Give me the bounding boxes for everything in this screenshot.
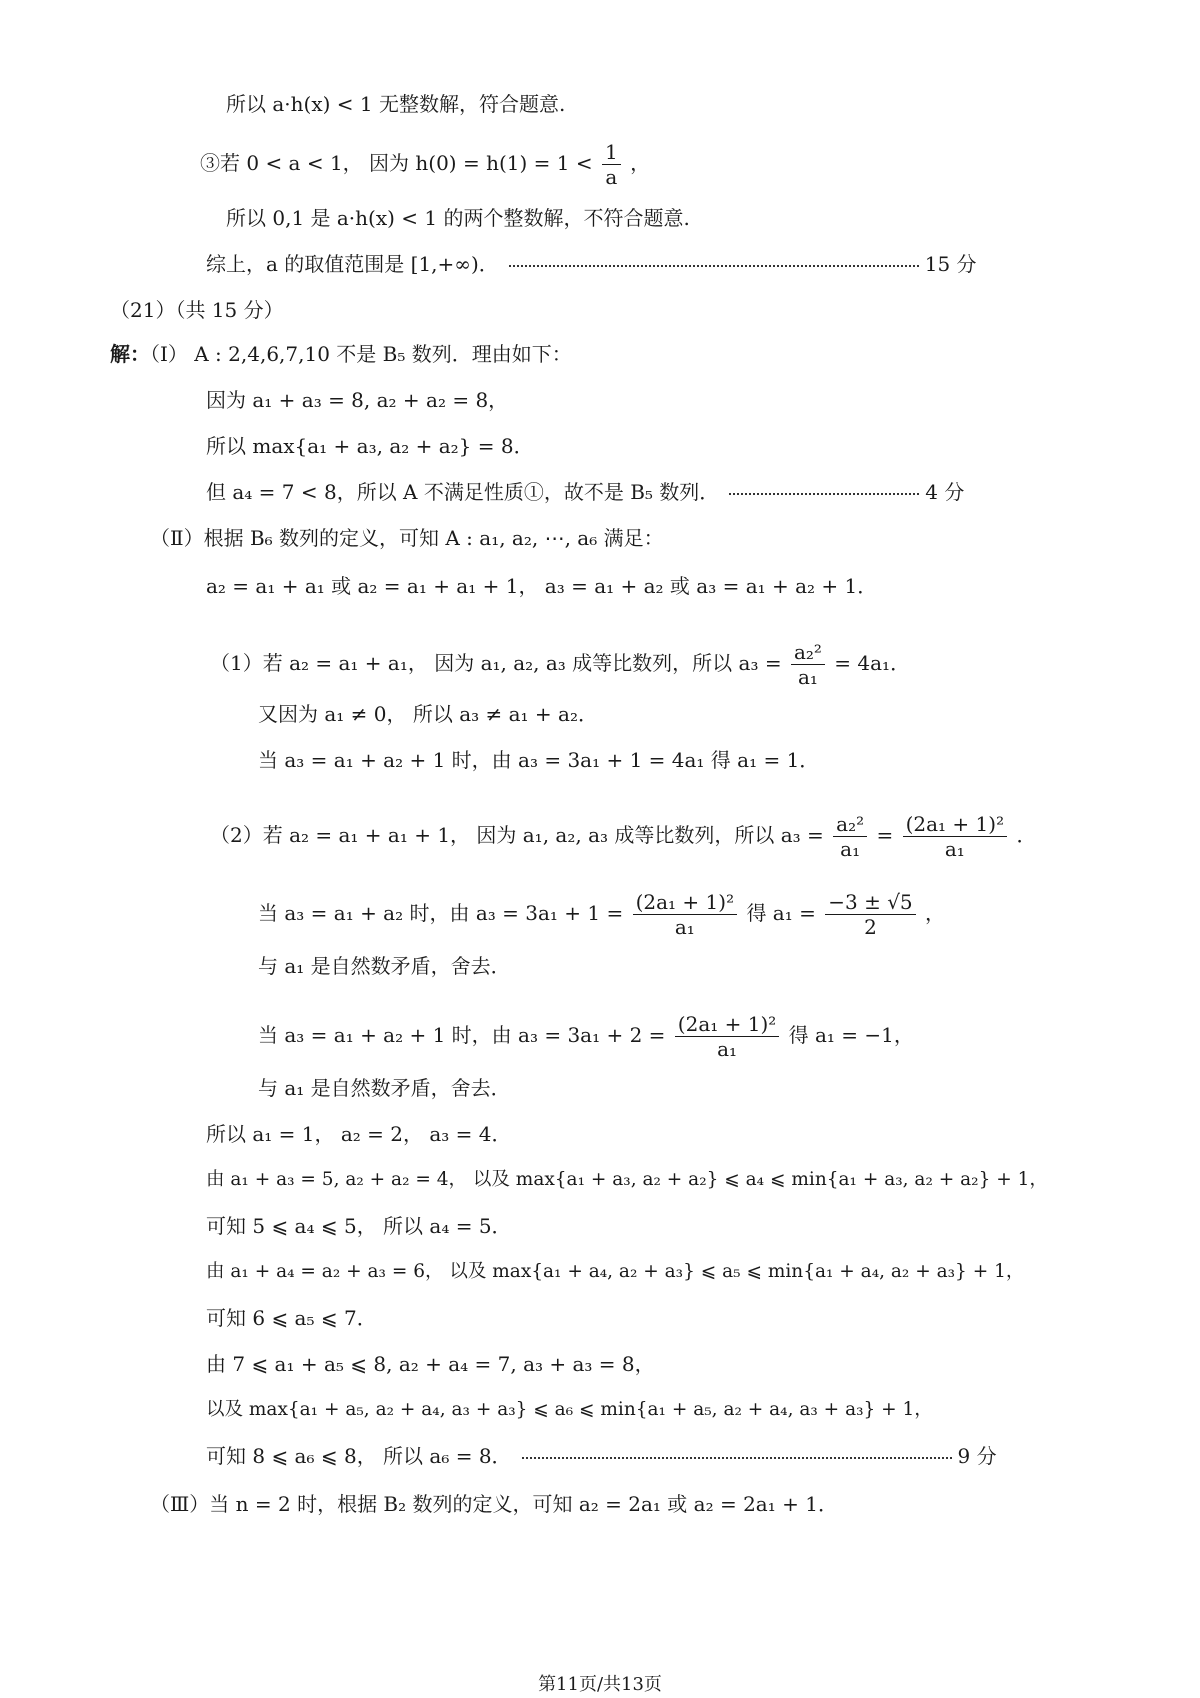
score-label: 9 分 [957, 1444, 997, 1468]
fraction-numerator: (2a₁ + 1)² [675, 1012, 780, 1037]
text-line-with-score [206, 250, 977, 278]
fraction-numerator: (2a₁ + 1)² [633, 890, 738, 915]
fraction-numerator: 1 [602, 140, 621, 165]
text-line: 可知 6 ⩽ a₅ ⩽ 7． [206, 1306, 377, 1330]
fraction-denominator: a₁ [674, 915, 695, 939]
text-span: 但 a₄ = 7 < 8，所以 A 不满足性质①，故不是 B₅ 数列． [206, 480, 720, 504]
fraction-numerator: −3 ± √5 [825, 890, 915, 915]
dotted-leader [522, 1457, 952, 1459]
text-span: 得 a₁ = −1， [788, 1023, 914, 1047]
text-line: 所以 max{a₁ + a₃, a₂ + a₂} = 8． [206, 434, 534, 458]
fraction-denominator: 2 [864, 915, 877, 939]
text-line: 由 7 ⩽ a₁ + a₅ ⩽ 8, a₂ + a₄ = 7, a₃ + a₃ = 8， [206, 1352, 655, 1376]
fraction [903, 812, 1008, 861]
fraction-numerator: a₂² [791, 640, 825, 665]
text-span: （2）若 a₂ = a₁ + a₁ + 1， 因为 a₁, a₂, a₃ 成等比数列，所以 a₃ = [210, 823, 824, 847]
text-span: （1）若 a₂ = a₁ + a₁， 因为 a₁, a₂, a₃ 成等比数列，所以 a₃ = [210, 651, 782, 675]
text-line: 所以 0,1 是 a·h(x) < 1 的两个整数解，不符合题意. [226, 206, 690, 230]
fraction [633, 890, 738, 939]
text-line: 当 a₃ = a₁ + a₂ + 1 时，由 a₃ = 3a₁ + 1 = 4a₁ 得 a₁ = 1． [258, 748, 820, 772]
text-line-with-fraction [210, 640, 910, 689]
fraction [791, 640, 825, 689]
text-line: 可知 5 ⩽ a₄ ⩽ 5， 所以 a₄ = 5． [206, 1214, 512, 1238]
fraction-denominator: a₁ [717, 1037, 738, 1061]
text-span: = 4a₁． [834, 651, 911, 675]
text-line: 由 a₁ + a₄ = a₂ + a₃ = 6， 以及 max{a₁ + a₄, a₂ + a₃} ⩽ a₅ ⩽ min{a₁ + a₄, a₂ + a₃} + 1， [206, 1261, 1025, 1282]
text-line: 与 a₁ 是自然数矛盾，舍去． [258, 954, 511, 978]
fraction-denominator: a₁ [840, 837, 861, 861]
text-line: a₂ = a₁ + a₁ 或 a₂ = a₁ + a₁ + 1， a₃ = a₁ + a₂ 或 a₃ = a₁ + a₂ + 1． [206, 574, 878, 598]
text-span: 当 a₃ = a₁ + a₂ 时，由 a₃ = 3a₁ + 1 = [258, 901, 624, 925]
fraction [825, 890, 915, 939]
dotted-leader [509, 265, 919, 267]
text-span: （Ⅰ） A : 2,4,6,7,10 不是 B₅ 数列．理由如下： [150, 342, 572, 366]
text-line-with-fraction [258, 890, 945, 939]
fraction-denominator: a₁ [797, 665, 818, 689]
text-line: 又因为 a₁ ≠ 0， 所以 a₃ ≠ a₁ + a₂． [258, 702, 598, 726]
score-label: 4 分 [925, 480, 965, 504]
text-span: = [876, 823, 894, 847]
text-line [110, 340, 572, 368]
score-label: 15 分 [924, 252, 977, 276]
text-line-with-fraction [210, 812, 1036, 861]
text-line-with-fraction [200, 140, 650, 189]
fraction-numerator: (2a₁ + 1)² [903, 812, 1008, 837]
fraction-numerator: a₂² [833, 812, 867, 837]
text-span: 可知 8 ⩽ a₆ ⩽ 8， 所以 a₆ = 8． [206, 1444, 512, 1468]
text-line: 所以 a₁ = 1， a₂ = 2， a₃ = 4． [206, 1122, 512, 1146]
text-line: 所以 a·h(x) < 1 无整数解，符合题意. [226, 92, 566, 116]
text-line-with-score [206, 1442, 997, 1470]
fraction-denominator: a₁ [944, 837, 965, 861]
fraction [602, 140, 621, 189]
fraction [833, 812, 867, 861]
text-line: 因为 a₁ + a₃ = 8, a₂ + a₂ = 8， [206, 388, 509, 412]
text-line: 由 a₁ + a₃ = 5, a₂ + a₂ = 4， 以及 max{a₁ + a₃, a₂ + a₂} ⩽ a₄ ⩽ min{a₁ + a₃, a₂ + a₂} + 1， [206, 1169, 1048, 1190]
text-span: 综上，a 的取值范围是 [1,+∞)． [206, 252, 499, 276]
solution-label: 解： [110, 342, 150, 366]
text-span: 当 a₃ = a₁ + a₂ + 1 时，由 a₃ = 3a₁ + 2 = [258, 1023, 666, 1047]
text-line-with-score [206, 478, 964, 506]
text-line: （Ⅲ）当 n = 2 时，根据 B₂ 数列的定义，可知 a₂ = 2a₁ 或 a₂ = 2a₁ + 1． [150, 1492, 838, 1516]
text-span: ， [630, 151, 651, 175]
fraction [675, 1012, 780, 1061]
text-span: ③若 0 < a < 1， 因为 h(0) = h(1) = 1 < [200, 151, 593, 175]
text-line-with-fraction [258, 1012, 914, 1061]
question-heading: （21）（共 15 分） [110, 298, 284, 322]
text-line: 以及 max{a₁ + a₅, a₂ + a₄, a₃ + a₃} ⩽ a₆ ⩽ min{a₁ + a₅, a₂ + a₄, a₃ + a₃} + 1， [206, 1399, 933, 1420]
text-line: （Ⅱ）根据 B₆ 数列的定义，可知 A : a₁, a₂, ⋯, a₆ 满足： [150, 526, 664, 550]
dotted-leader [729, 493, 919, 495]
text-span: ． [1016, 823, 1037, 847]
text-span: 得 a₁ = [746, 901, 816, 925]
text-span: ， [925, 901, 946, 925]
text-line: 与 a₁ 是自然数矛盾，舍去． [258, 1076, 511, 1100]
page-footer: 第11页/共13页 [538, 1674, 662, 1695]
fraction-denominator: a [605, 165, 618, 189]
